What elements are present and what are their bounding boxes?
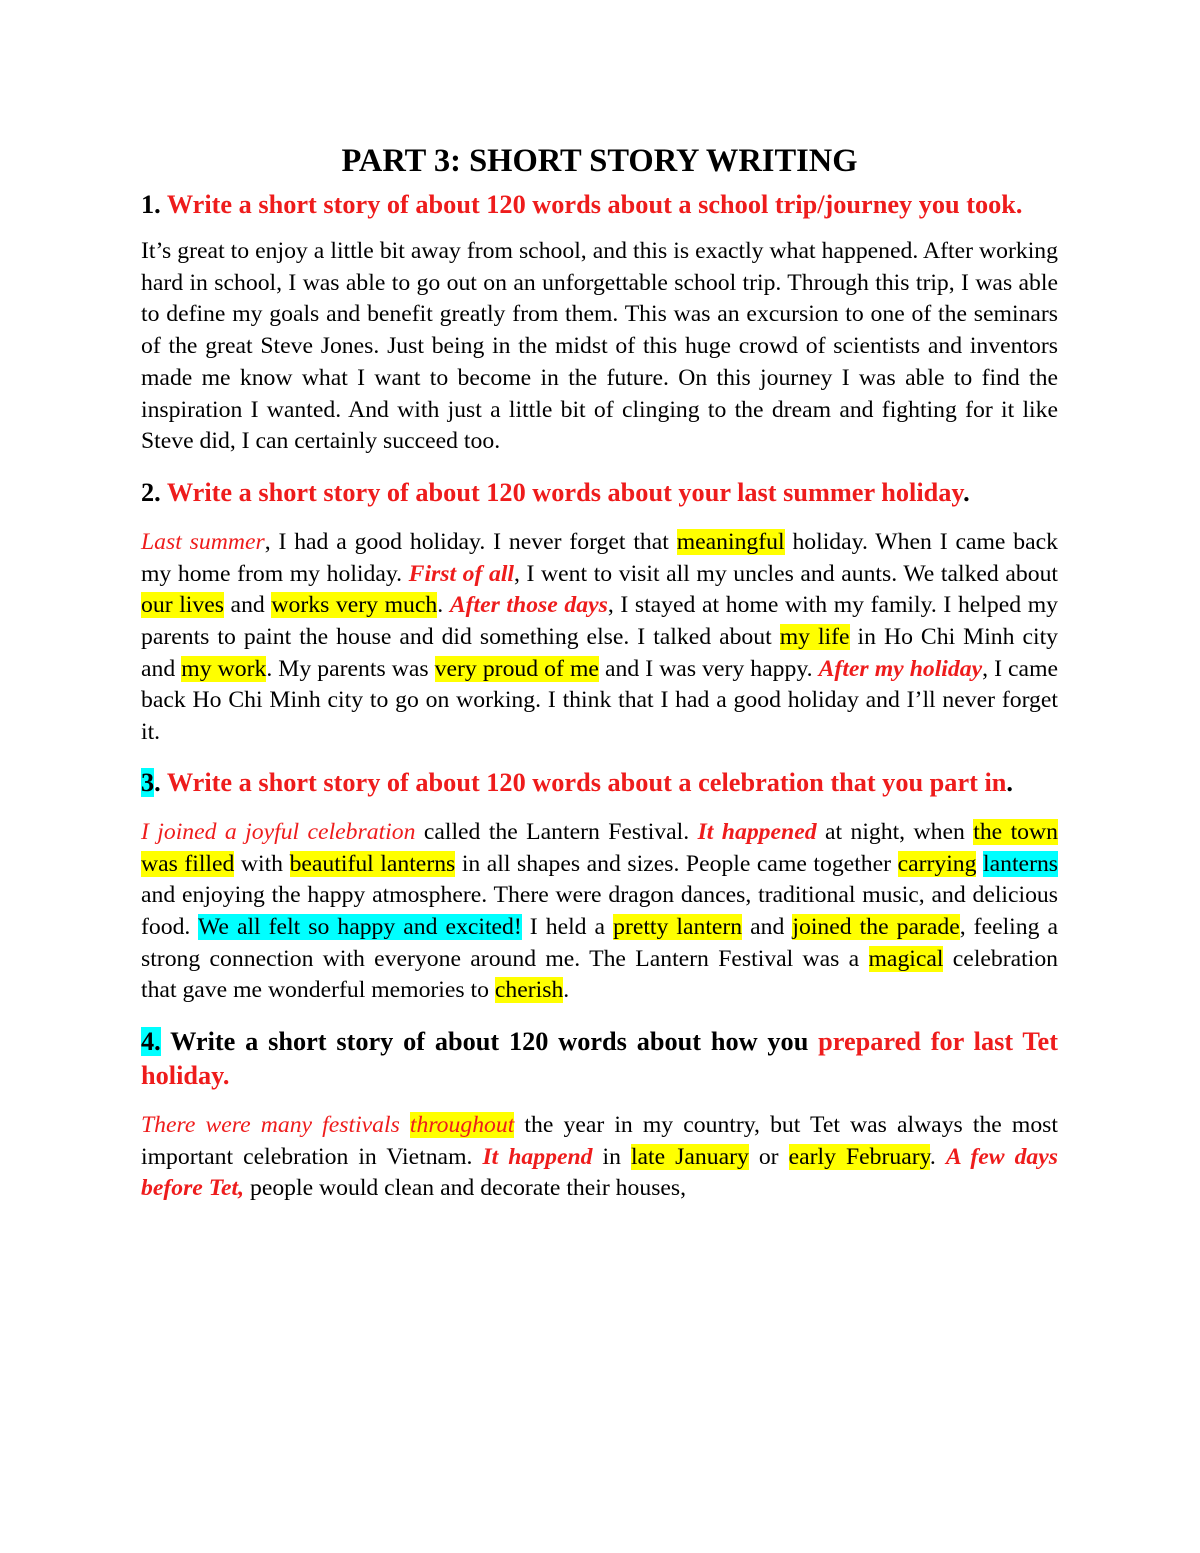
linking-phrase: It happened (697, 818, 817, 845)
document-content (141, 138, 1058, 1205)
highlight-phrase: carrying (897, 850, 977, 877)
text-run: celebration that gave me wonderful memories to (141, 945, 1059, 1004)
answer-3-paragraph (141, 817, 1058, 1007)
question-3-heading (141, 766, 1058, 800)
text-run: in Ho Chi Minh city and (141, 624, 1058, 682)
text-run: in (592, 1143, 631, 1170)
page-title: PART 3: SHORT STORY WRITING (341, 143, 858, 179)
answer-4-paragraph (141, 1110, 1058, 1205)
highlight-phrase: cherish (494, 977, 564, 1004)
linking-phrase: After those days (449, 592, 608, 619)
text-run: , feeling a strong connection with everyone around me. The Lantern Festival was a (141, 913, 1058, 972)
question-4-text: Write a short story of about 120 words about how you (160, 1027, 819, 1057)
question-1-heading (141, 188, 1058, 222)
question-3-end: . (1006, 767, 1013, 797)
highlight-phrase: our lives (141, 592, 224, 619)
text-run: , I had a good holiday. I never forget that (264, 528, 677, 555)
highlight-phrase-cyan: We all felt so happy and excited! (197, 913, 522, 940)
answer-2-paragraph (141, 527, 1058, 749)
text-run: . (563, 977, 570, 1004)
text-run: and (223, 592, 272, 619)
answer-3-opening: I joined a joyful celebration (141, 818, 416, 845)
highlight-phrase: my work (181, 655, 267, 682)
text-run: the year in my country, but Tet was always the most important celebration in Vietnam. (141, 1112, 1058, 1170)
text-run: and (742, 913, 793, 940)
highlight-phrase: throughout (409, 1112, 515, 1139)
question-2-heading (141, 476, 1058, 510)
highlight-phrase: works very much (271, 592, 438, 619)
text-run: , I went to visit all my uncles and aunts. We talked about (514, 560, 1059, 587)
linking-phrase: First of all (408, 560, 515, 587)
answer-2-opening: Last summer (141, 528, 265, 555)
highlight-phrase: the town was filled (141, 818, 1058, 877)
text-run: . (929, 1143, 946, 1170)
text-run: in all shapes and sizes. People came together (455, 850, 898, 877)
highlight-phrase: magical (868, 945, 944, 972)
question-3-text: Write a short story of about 120 words about a celebration that you part in (166, 767, 1007, 797)
question-1-number: 1. (141, 190, 161, 219)
text-run: and enjoying the happy atmosphere. There were dragon dances, traditional music, and delicious food. (141, 882, 1058, 940)
linking-phrase: A few days before Tet, (141, 1143, 1058, 1202)
question-4-number: 4. (141, 1027, 161, 1057)
question-2-text: Write a short story of about 120 words about your last summer holiday (166, 477, 964, 507)
question-2-number: 2. (141, 477, 161, 507)
question-4-heading (141, 1025, 1058, 1093)
text-run: . My parents was (266, 655, 435, 682)
question-1-text: Write a short story of about 120 words about a school trip/journey you took. (166, 190, 1023, 219)
highlight-phrase: very proud of me (434, 655, 599, 682)
highlight-phrase: early February (788, 1143, 930, 1170)
question-3-dot: . (154, 767, 161, 797)
highlight-phrase: my life (779, 624, 850, 651)
text-run: at night, when (816, 818, 974, 845)
answer-1-paragraph: It’s great to enjoy a little bit away from school, and this is exactly what happened. After working hard in school, I was able to go out on an unforgettable school trip. Through this trip, I was able to define my goals and benefit greatly from them. This was an excursion to one of the seminars of the great Steve Jones. Just being in the midst of this huge crowd of scientists and inventors made me know what I want to become in the future. On this journey I was able to find the inspiration I wanted. And with just a little bit of clinging to the dream and fighting for it like Steve did, I can certainly succeed too. (141, 238, 1058, 455)
text-run: or (748, 1143, 789, 1170)
text-run: people would clean and decorate their houses, (244, 1175, 687, 1202)
linking-phrase: After my holiday (818, 655, 983, 682)
answer-4-opening: There were many festivals (141, 1112, 410, 1139)
highlight-phrase: late January (630, 1143, 749, 1170)
linking-phrase: It happend (482, 1143, 593, 1170)
text-run: . (437, 592, 450, 619)
text-run: , I came back Ho Chi Minh city to go on working. I think that I had a good holiday and I’ll never forget it. (141, 655, 1059, 746)
text-run: with (234, 850, 290, 877)
text-run: called the Lantern Festival. (415, 818, 698, 845)
highlight-phrase-cyan: lanterns (983, 850, 1059, 877)
question-2-end: . (963, 477, 970, 507)
question-4-text-red: prepared for last Tet holiday. (141, 1027, 1058, 1091)
highlight-phrase: meaningful (676, 528, 785, 555)
text-run: holiday. When I came back my home from my holiday. (141, 528, 1058, 587)
text-run: and I was very happy. (598, 655, 819, 682)
question-3-number: 3 (141, 767, 155, 797)
highlight-phrase: beautiful lanterns (289, 850, 456, 877)
highlight-phrase: pretty lantern (613, 913, 743, 940)
text-run: I held a (521, 913, 614, 940)
highlight-phrase: joined the parade (792, 913, 960, 940)
text-run: , I stayed at home with my family. I helped my parents to paint the house and did something else. I talked about (141, 592, 1058, 651)
